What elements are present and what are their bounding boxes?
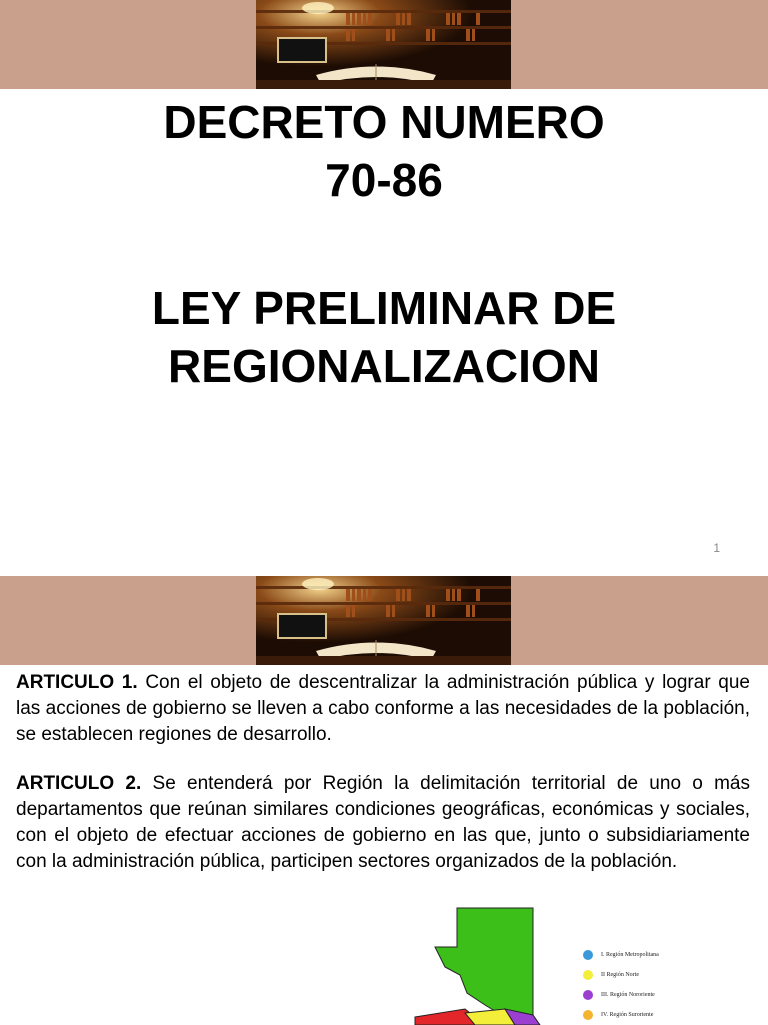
title-line-2: 70-86 — [325, 154, 443, 206]
legend-label: II Región Norte — [601, 972, 639, 978]
legend-dot-icon — [583, 970, 593, 980]
legend-label: III. Región Nororiente — [601, 992, 655, 998]
legend-label: I. Región Metropolitana — [601, 952, 659, 958]
article-2-label: ARTICULO 2. — [16, 773, 142, 794]
article-1-label: ARTICULO 1. — [16, 672, 138, 693]
article-1-text: Con el objeto de descentralizar la administración pública y lograr que las acciones de gobierno se lleven a cabo conforme a las necesidades de la población, se establecen regiones de desarrollo. — [16, 672, 751, 745]
page-number: 1 — [713, 541, 720, 555]
legend-dot-icon — [583, 1010, 593, 1020]
title-line-4: REGIONALIZACION — [168, 340, 600, 392]
legend-item — [583, 945, 763, 965]
middle-banner — [0, 576, 768, 665]
library-image — [256, 0, 511, 89]
map-legend — [583, 945, 763, 1025]
title-line-1: DECRETO NUMERO — [163, 96, 605, 148]
legend-item — [583, 965, 763, 985]
decree-title — [0, 93, 768, 209]
article-2-text: Se entenderá por Región la delimitación territorial de uno o más departamentos que reúnan similares condiciones geográficas, económicas y sociales, con el objeto de efectuar acciones de gobierno en las que, junto o subsidiariamente con la administración pública, participen sectores organizados de la población. — [16, 773, 751, 872]
top-banner — [0, 0, 768, 89]
legend-item — [583, 985, 763, 1005]
legend-label: IV. Región Suroriente — [601, 1012, 654, 1018]
legend-dot-icon — [583, 950, 593, 960]
legend-item — [583, 1005, 763, 1025]
law-title — [0, 279, 768, 395]
article-2 — [16, 771, 750, 875]
article-1 — [16, 670, 750, 748]
title-line-3: LEY PRELIMINAR DE — [151, 282, 617, 334]
legend-dot-icon — [583, 990, 593, 1000]
title-slide — [0, 89, 768, 576]
articles-slide — [0, 665, 768, 1024]
library-image — [256, 576, 511, 665]
